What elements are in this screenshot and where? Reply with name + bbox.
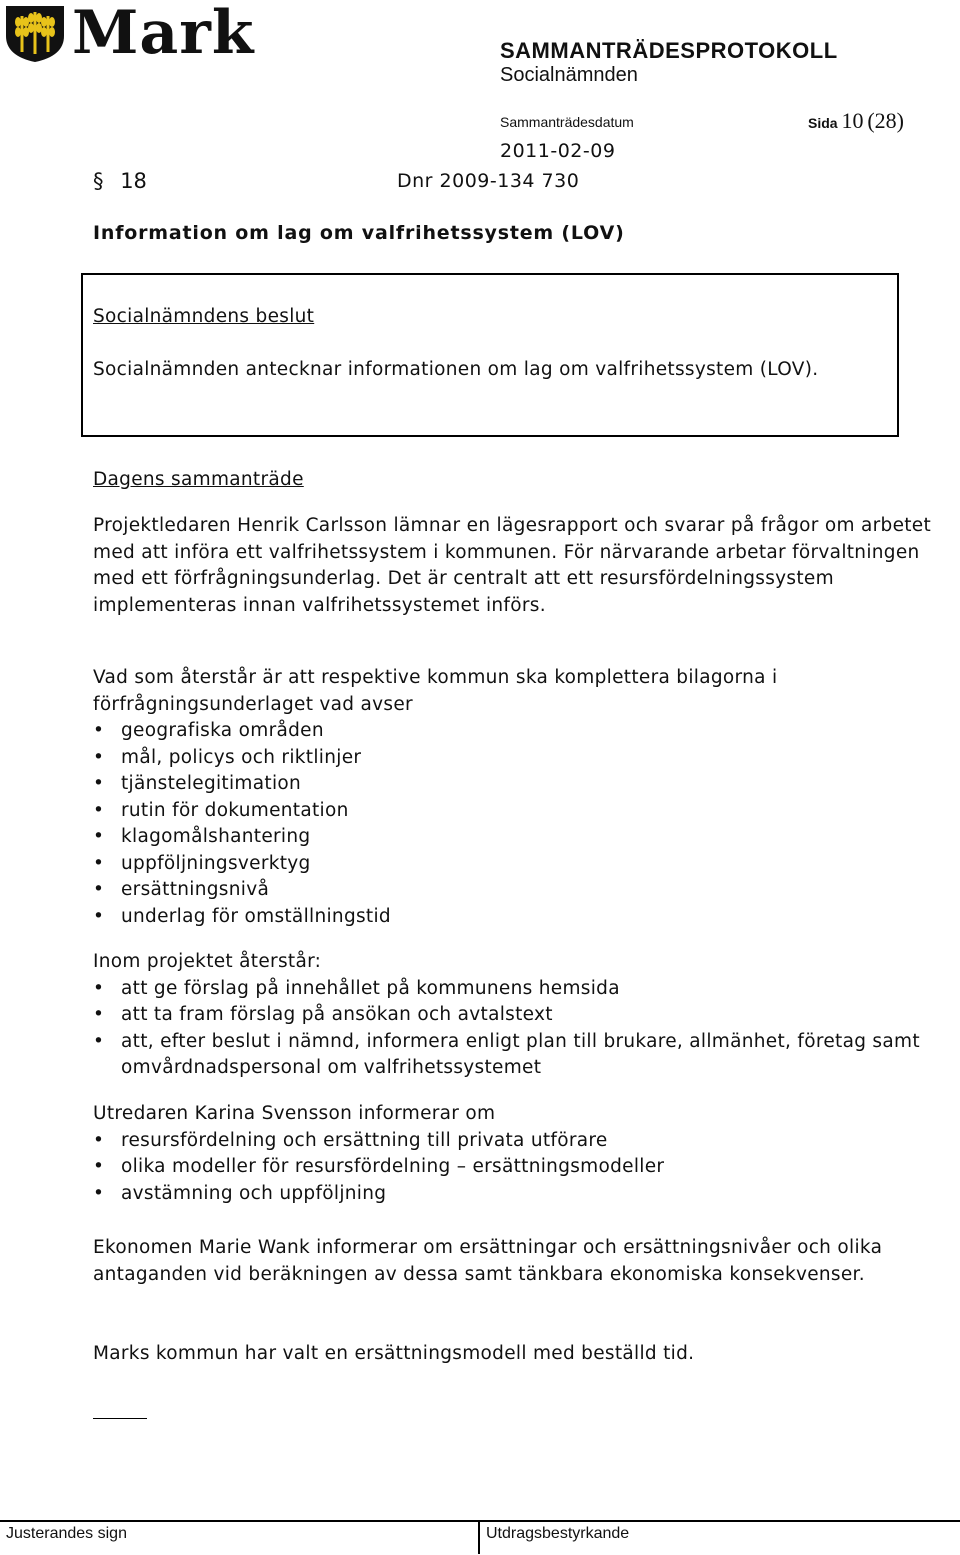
- list-item: • uppföljningsverktyg: [93, 851, 933, 878]
- decision-box: [81, 273, 899, 437]
- document-title: SAMMANTRÄDESPROTOKOLL: [500, 38, 838, 63]
- list-item: • resursfördelning och ersättning till privata utförare: [93, 1128, 933, 1155]
- logo-wordmark: Mark: [72, 0, 255, 68]
- bullet-icon: •: [93, 879, 105, 900]
- list-item: • geografiska områden: [93, 718, 933, 745]
- coat-of-arms-icon: [2, 2, 68, 64]
- meeting-heading: Dagens sammanträde: [93, 469, 304, 490]
- bullet-icon: •: [93, 826, 105, 847]
- conclusion-paragraph: Marks kommun har valt en ersättningsmodell med beställd tid.: [93, 1343, 695, 1364]
- list-item: • avstämning och uppföljning: [93, 1181, 933, 1208]
- list-item: • olika modeller för resursfördelning – ersättningsmodeller: [93, 1154, 933, 1181]
- bullet-icon: •: [93, 1004, 105, 1025]
- remaining-work-section: [93, 665, 933, 930]
- list-item: • mål, policys och riktlinjer: [93, 745, 933, 772]
- list-item: • att ta fram förslag på ansökan och avtalstext: [93, 1002, 933, 1029]
- page-total: (28): [867, 108, 905, 133]
- paragraph-index: 18: [120, 169, 147, 193]
- page-indicator: [808, 108, 904, 134]
- paragraph-number: [93, 169, 147, 193]
- bullet-icon: •: [93, 977, 105, 999]
- municipality-logo: [2, 0, 255, 68]
- section-heading: Information om lag om valfrihetssystem (LOV): [93, 222, 625, 244]
- footer-divider: [478, 1520, 480, 1554]
- list-item: • klagomålshantering: [93, 824, 933, 851]
- decision-heading: Socialnämndens beslut: [93, 306, 315, 327]
- meeting-date: 2011-02-09: [500, 140, 616, 162]
- list-item: • att, efter beslut i nämnd, informera enligt plan till brukare, allmänhet, företag samt omvårdnadspersonal om valfrihetssystemet: [93, 1030, 920, 1078]
- bullet-icon: •: [93, 852, 105, 874]
- page-label: Sida: [808, 115, 838, 131]
- meeting-text: Projektledaren Henrik Carlsson lämnar en lägesrapport och svarar på frågor om arbetet med att införa ett valfrihetssystem i kommunen. För närvarande arbetar förvaltningen med ett förfrågningsunderlag. Det är centralt att ett resursfördelningssystem implementeras innan valfrihetssystemet införs.: [93, 515, 932, 616]
- extract-certification-label: Utdragsbestyrkande: [486, 1525, 630, 1542]
- decision-text: Socialnämnden antecknar informationen om lag om valfrihetssystem (LOV).: [93, 359, 819, 380]
- list-item: • ersättningsnivå: [93, 877, 933, 904]
- bullet-icon: •: [93, 1030, 105, 1052]
- bullet-icon: •: [93, 1156, 105, 1177]
- investigator-intro: Utredaren Karina Svensson informerar om: [93, 1103, 496, 1124]
- project-remaining-list: [93, 976, 933, 1082]
- list-item: • att ge förslag på innehållet på kommunens hemsida: [93, 976, 933, 1003]
- bullet-icon: •: [93, 720, 105, 741]
- bullet-icon: •: [93, 1182, 105, 1204]
- economist-paragraph: Ekonomen Marie Wank informerar om ersättningar och ersättningsnivåer och olika antaganden vid beräkningen av dessa samt tänkbara ekonomiska konsekvenser.: [93, 1237, 883, 1285]
- project-remaining-intro: Inom projektet återstår:: [93, 951, 322, 972]
- list-item: • underlag för omställningstid: [93, 904, 933, 931]
- bullet-icon: •: [93, 1129, 105, 1151]
- end-divider: [93, 1418, 147, 1419]
- project-remaining-section: [93, 949, 933, 1082]
- investigator-list: [93, 1128, 933, 1208]
- list-item: • rutin för dokumentation: [93, 798, 933, 825]
- bullet-icon: •: [93, 746, 105, 768]
- signature-label: Justerandes sign: [6, 1525, 127, 1542]
- committee-name: Socialnämnden: [500, 64, 638, 86]
- section-sign: §: [93, 169, 104, 193]
- investigator-section: [93, 1101, 933, 1207]
- remaining-work-list: [93, 718, 933, 930]
- diary-number: Dnr 2009-134 730: [397, 170, 580, 192]
- remaining-work-intro: Vad som återstår är att respektive kommun ska komplettera bilagorna i förfrågningsunderlaget vad avser: [93, 667, 778, 715]
- page-number: 10: [841, 108, 864, 133]
- bullet-icon: •: [93, 773, 105, 794]
- meeting-date-label: Sammanträdesdatum: [500, 114, 634, 130]
- bullet-icon: •: [93, 905, 105, 927]
- footer-rule: [0, 1520, 960, 1522]
- list-item: • tjänstelegitimation: [93, 771, 933, 798]
- bullet-icon: •: [93, 799, 105, 821]
